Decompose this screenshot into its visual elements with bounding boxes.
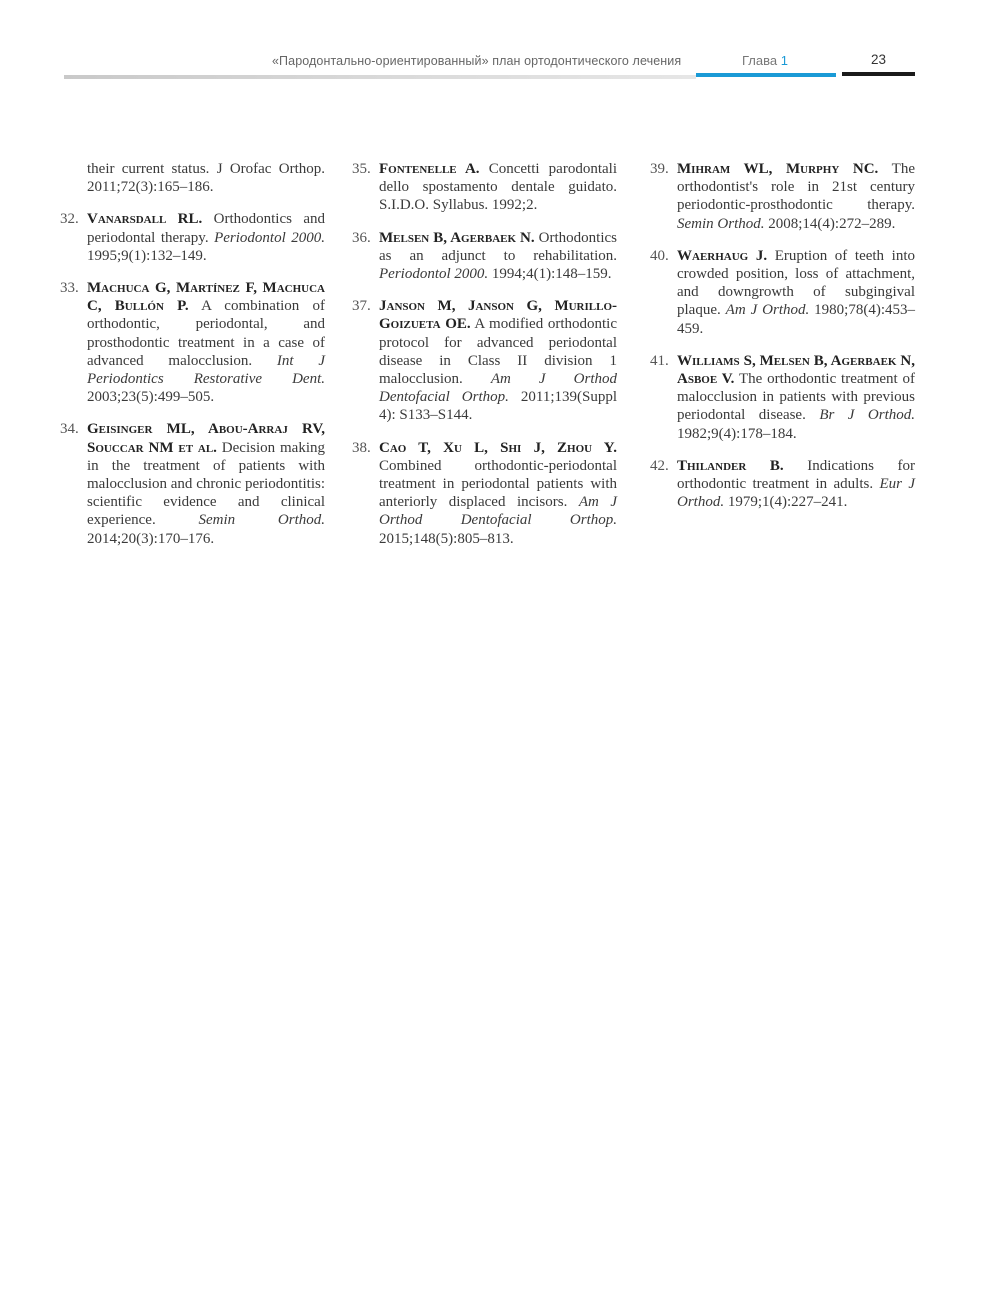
reference-authors: Thilander B.: [677, 457, 784, 474]
reference-title: Combined orthodontic-periodontal treatment in periodontal patients with anteriorly displaced incisors.: [379, 457, 617, 511]
reference-journal: Am J Orthod.: [725, 302, 810, 319]
reference-journal: Int J Periodontics Restorative Dent.: [87, 352, 325, 388]
reference-citation: 2008;14(4):272–289.: [764, 215, 896, 232]
reference-item: [650, 247, 915, 338]
reference-title: Eruption of teeth into crowded position, loss of attachment, and downgrowth of subgingival plaque.: [677, 247, 915, 319]
reference-title: A modified orthodontic protocol for advanced periodontal disease in Class II division 1 malocclusion.: [379, 316, 617, 388]
chapter-number: 1: [780, 53, 788, 68]
reference-column-3: [650, 160, 915, 525]
reference-item: [650, 160, 915, 233]
reference-title: The orthodontist's role in 21st century periodontic-prosthodontic therapy.: [677, 161, 915, 214]
reference-title: Indications for orthodontic treatment in adults.: [677, 457, 916, 493]
reference-continuation: [60, 160, 325, 196]
reference-citation: 1994;4(1):148–159.: [488, 266, 612, 283]
continuation-text: their current status.: [87, 161, 217, 177]
reference-number: 33.: [60, 280, 79, 297]
reference-item: [60, 420, 325, 547]
reference-number: 39.: [650, 161, 669, 177]
reference-number: 35.: [352, 161, 371, 177]
reference-item: [650, 457, 915, 512]
reference-authors: Machuca G, Martínez F, Machuca C, Bullón P.: [87, 280, 325, 315]
reference-authors: Janson M, Janson G, Murillo-Goizueta OE.: [379, 298, 617, 333]
chapter-label: [742, 53, 788, 68]
reference-authors: Melsen B, Agerbaek N.: [379, 229, 535, 246]
reference-number: 41.: [650, 352, 669, 369]
reference-title: The orthodontic treatment of malocclusion in patients with previous periodontal disease.: [677, 371, 916, 424]
reference-citation: 2003;23(5):499–505.: [87, 389, 215, 406]
reference-citation: 1995;9(1):132–149.: [87, 247, 207, 264]
running-title: «Пародонтально-ориентированный» план ортодонтического лечения: [272, 54, 682, 68]
reference-authors: Geisinger ML, Abou-Arraj RV, Souccar NM et al.: [87, 421, 325, 456]
reference-authors: Mihram WL, Murphy NC.: [677, 161, 879, 177]
reference-item: [650, 352, 915, 443]
header-rule-gray: [64, 75, 696, 79]
reference-citation: 1982;9(4):178–184.: [677, 425, 797, 442]
reference-number: 32.: [60, 211, 79, 228]
reference-citation: 1980;78(4):453–459.: [677, 302, 915, 337]
reference-title: Orthodontics as an adjunct to rehabilitation.: [379, 229, 618, 264]
page-header: [0, 0, 1000, 90]
reference-journal: Semin Orthod.: [198, 512, 326, 529]
reference-number: 40.: [650, 247, 669, 264]
reference-title: A combination of orthodontic, periodontal, and prosthodontic treatment in a case of advanced malocclusion.: [87, 298, 325, 369]
reference-authors: Vanarsdall RL.: [87, 211, 203, 228]
header-rule-black: [842, 72, 915, 76]
reference-item: [60, 279, 325, 406]
reference-item: [352, 439, 617, 548]
reference-authors: Fontenelle A.: [379, 161, 480, 177]
reference-title: Concetti parodontali dello spostamento dentale guidato. S.I.D.O. Syllabus. 1992;2.: [379, 161, 617, 214]
chapter-word: Глава: [742, 53, 778, 68]
reference-journal: Periodontol 2000.: [214, 229, 325, 246]
reference-number: 38.: [352, 439, 371, 456]
reference-authors: Williams S, Melsen B, Agerbaek N, Asboe V.: [677, 352, 915, 388]
reference-number: 42.: [650, 457, 669, 474]
page-number: 23: [871, 52, 887, 67]
continuation-citation: 2011;72(3):165–186.: [87, 179, 214, 196]
reference-title: Orthodontics and periodontal therapy.: [87, 211, 326, 246]
reference-citation: 1979;1(4):227–241.: [724, 494, 848, 511]
reference-citation: 2014;20(3):170–176.: [87, 530, 215, 547]
reference-journal: Br J Orthod.: [819, 407, 915, 424]
reference-number: 34.: [60, 421, 79, 438]
reference-number: 37.: [352, 298, 371, 315]
reference-column-1: [60, 160, 325, 562]
reference-item: [60, 210, 325, 265]
reference-authors: Waerhaug J.: [677, 247, 768, 264]
continuation-journal: J Orofac Orthop.: [216, 161, 325, 177]
reference-item: [352, 229, 617, 284]
reference-journal: Am J Orthod Dentofacial Orthop.: [379, 494, 617, 529]
reference-number: 36.: [352, 229, 371, 246]
reference-item: [352, 160, 617, 215]
reference-journal: Periodontol 2000.: [379, 266, 489, 283]
reference-citation: 2015;148(5):805–813.: [379, 530, 514, 547]
reference-citation: 2011;139(Suppl 4): S133–S144.: [379, 389, 617, 424]
reference-journal: Semin Orthod.: [677, 215, 765, 232]
reference-authors: Cao T, Xu L, Shi J, Zhou Y.: [379, 439, 617, 456]
reference-item: [352, 297, 617, 424]
reference-journal: Eur J Orthod.: [677, 476, 915, 511]
header-rule-blue: [696, 73, 836, 77]
reference-journal: Am J Orthod Dentofacial Orthop.: [379, 371, 617, 406]
reference-title: Decision making in the treatment of patients with malocclusion and chronic periodontitis: scientific evidence and clinical experience.: [87, 439, 325, 529]
reference-column-2: [352, 160, 617, 562]
